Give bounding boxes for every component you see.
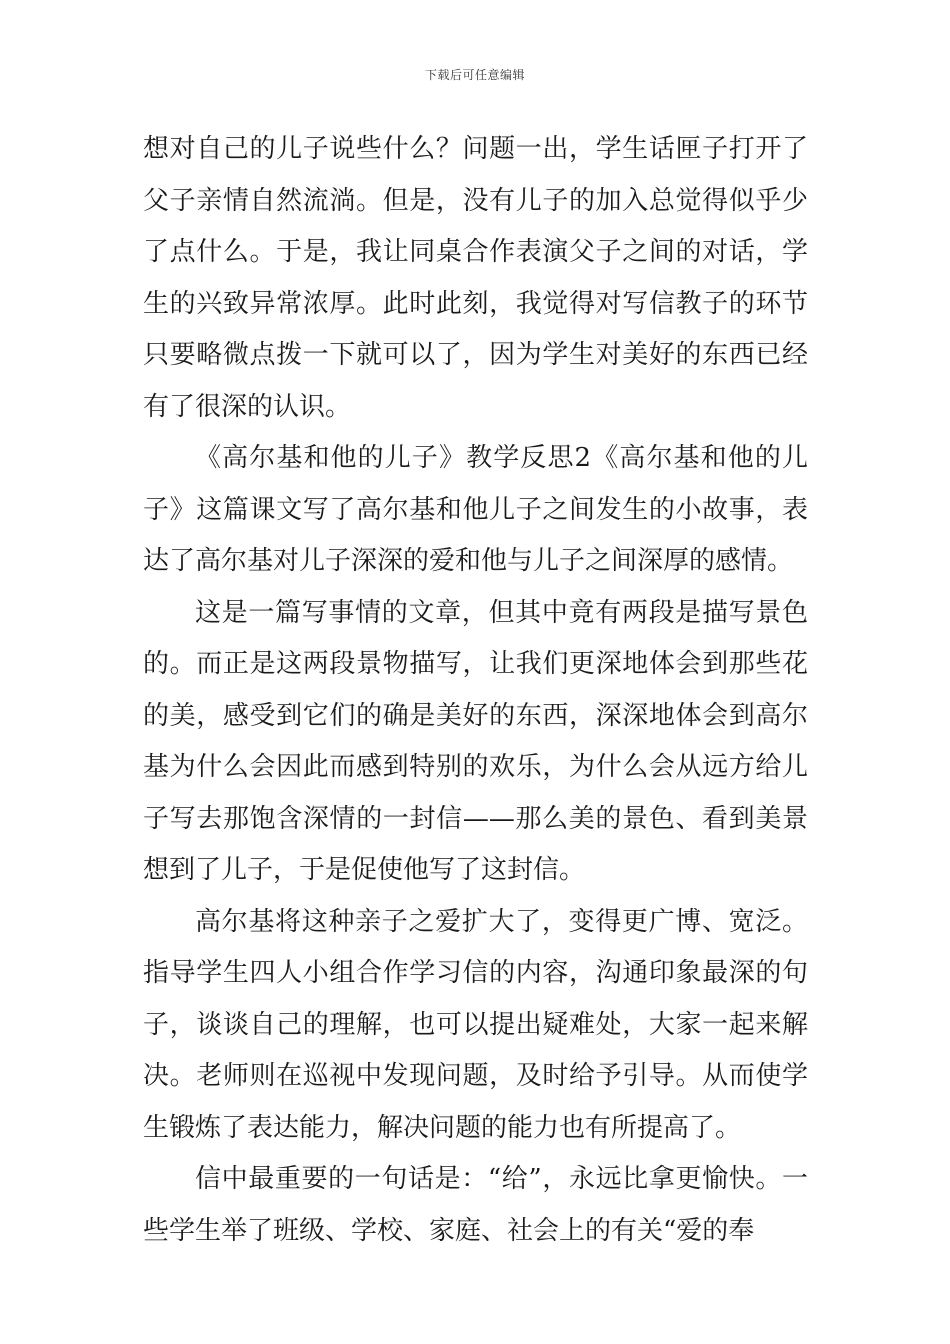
paragraph-2: 《高尔基和他的儿子》教学反思2《高尔基和他的儿子》这篇课文写了高尔基和他儿子之间发生的小故事，表达了高尔基对儿子深深的爱和他与儿子之间深厚的感情。 [143, 443, 808, 576]
paragraph-5: 信中最重要的一句话是：“给”，永远比拿更愉快。一些学生举了班级、学校、家庭、社会上的有关“爱的奉 [143, 1164, 808, 1246]
paragraph-4: 高尔基将这种亲子之爱扩大了，变得更广博、宽泛。指导学生四人小组合作学习信的内容，沟通印象最深的句子，谈谈自己的理解，也可以提出疑难处，大家一起来解决。老师则在巡视中发现问题，及时给予引导。从而使学生锻炼了表达能力，解决问题的能力也有所提高了。 [143, 906, 808, 1143]
paragraph-3: 这是一篇写事情的文章，但其中竟有两段是描写景色的。而正是这两段景物描写，让我们更深地体会到那些花的美，感受到它们的确是美好的东西，深深地体会到高尔基为什么会因此而感到特别的欢乐，为什么会从远方给儿子写去那饱含深情的一封信——那么美的景色、看到美景想到了儿子，于是促使他写了这封信。 [143, 597, 808, 885]
paragraph-1: 想对自己的儿子说些什么？问题一出，学生话匣子打开了父子亲情自然流淌。但是，没有儿子的加入总觉得似乎少了点什么。于是，我让同桌合作表演父子之间的对话，学生的兴致异常浓厚。此时此刻，我觉得对写信教子的环节只要略微点拨一下就可以了，因为学生对美好的东西已经有了很深的认识。 [143, 134, 808, 422]
body-text [143, 124, 808, 1257]
page-header-note: 下载后可任意编辑 [424, 68, 525, 82]
